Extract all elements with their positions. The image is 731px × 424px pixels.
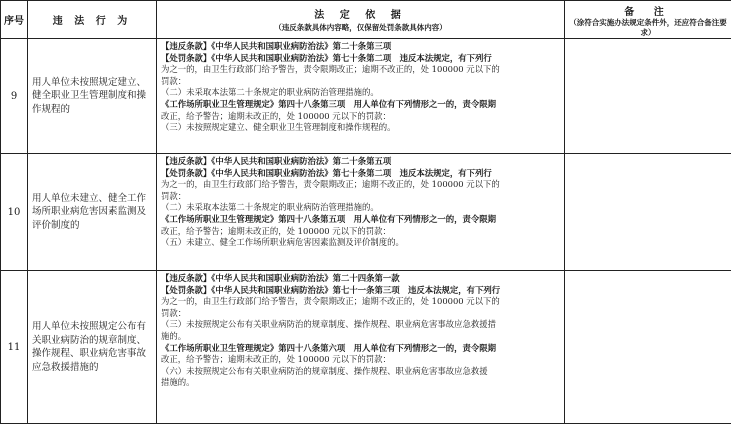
basis-line: 为之一的，由卫生行政部门给予警告，责令限期改正；逾期不改正的，处 100000 元以下的 (161, 64, 560, 76)
basis-line: 罚款： (161, 191, 560, 203)
header-remarks (565, 1, 731, 39)
basis-line: 【处罚条款】《中华人民共和国职业病防治法》第七十一条第三项 违反本法规定，有下列行 (161, 285, 560, 297)
header-basis (157, 1, 565, 39)
basis-line: 措施的。 (161, 377, 560, 389)
table-row (1, 271, 731, 424)
basis-line: （二）未采取本法第二十条规定的职业病防治管理措施的。 (161, 202, 560, 214)
basis-line: （六）未按照规定公布有关职业病防治的规章制度、操作规程、职业病危害事故应急救援 (161, 366, 560, 378)
basis-line: 《工作场所职业卫生管理规定》第四十八条第六项 用人单位有下列情形之一的，责令限期 (161, 343, 560, 355)
header-act: 违 法 行 为 (28, 1, 157, 39)
header-basis-title: 法 定 依 据 (157, 6, 564, 21)
header-remarks-title: 备 注 (565, 3, 731, 18)
row-act: 用人单位未按照规定公布有关职业病防治的规章制度、操作规程、职业病危害事故应急救援措施的 (28, 271, 157, 424)
basis-line: （三）未按照规定建立、健全职业卫生管理制度和操作规程的。 (161, 122, 560, 134)
basis-line: （五）未建立、健全工作场所职业病危害因素监测及评价制度的。 (161, 237, 560, 249)
basis-line: 改正，给予警告；逾期未改正的，处 100000 元以下的罚款： (161, 111, 560, 123)
basis-line: 《工作场所职业卫生管理规定》第四十八条第三项 用人单位有下列情形之一的，责令限期 (161, 99, 560, 111)
basis-line: 《工作场所职业卫生管理规定》第四十八条第五项 用人单位有下列情形之一的，责令限期 (161, 214, 560, 226)
row-seq: 10 (1, 154, 28, 271)
table-row (1, 39, 731, 154)
basis-line: 【违反条款】《中华人民共和国职业病防治法》第二十四条第一款 (161, 273, 560, 285)
basis-line: （二）未采取本法第二十条规定的职业病防治管理措施的。 (161, 87, 560, 99)
basis-line: 为之一的，由卫生行政部门给予警告，责令限期改正；逾期不改正的，处 100000 元以下的 (161, 296, 560, 308)
row-remark (565, 39, 731, 154)
row-seq: 9 (1, 39, 28, 154)
row-act: 用人单位未按照规定建立、健全职业卫生管理制度和操作规程的 (28, 39, 157, 154)
basis-line: （三）未按照规定公布有关职业病防治的规章制度、操作规程、职业病危害事故应急救援措 (161, 319, 560, 331)
row-seq: 11 (1, 271, 28, 424)
basis-line: 罚款： (161, 76, 560, 88)
row-basis (157, 271, 565, 424)
basis-line: 改正，给予警告；逾期未改正的，处 100000 元以下的罚款： (161, 226, 560, 238)
basis-line: 【违反条款】《中华人民共和国职业病防治法》第二十条第三项 (161, 41, 560, 53)
header-row (1, 1, 731, 39)
row-basis (157, 39, 565, 154)
header-basis-note: （违反条款具体内容略，仅保留处罚条款具体内容） (157, 22, 564, 33)
row-act: 用人单位未建立、健全工作场所职业病危害因素监测及评价制度的 (28, 154, 157, 271)
basis-line: 为之一的，由卫生行政部门给予警告，责令限期改正；逾期不改正的，处 100000 元以下的 (161, 179, 560, 191)
basis-line: 施的。 (161, 331, 560, 343)
row-remark (565, 154, 731, 271)
basis-line: 【处罚条款】《中华人民共和国职业病防治法》第七十条第二项 违反本法规定，有下列行 (161, 53, 560, 65)
row-remark (565, 271, 731, 424)
header-seq: 序号 (1, 1, 28, 39)
basis-line: 【违反条款】《中华人民共和国职业病防治法》第二十条第五项 (161, 156, 560, 168)
basis-line: 改正，给予警告；逾期未改正的，处 100000 元以下的罚款： (161, 354, 560, 366)
basis-line: 【处罚条款】《中华人民共和国职业病防治法》第七十条第二项 违反本法规定，有下列行 (161, 168, 560, 180)
table-row (1, 154, 731, 271)
row-basis (157, 154, 565, 271)
basis-line: 罚款： (161, 308, 560, 320)
header-remarks-note: （涂符合实施办法规定条件外，还应符合备注要求） (565, 18, 731, 38)
